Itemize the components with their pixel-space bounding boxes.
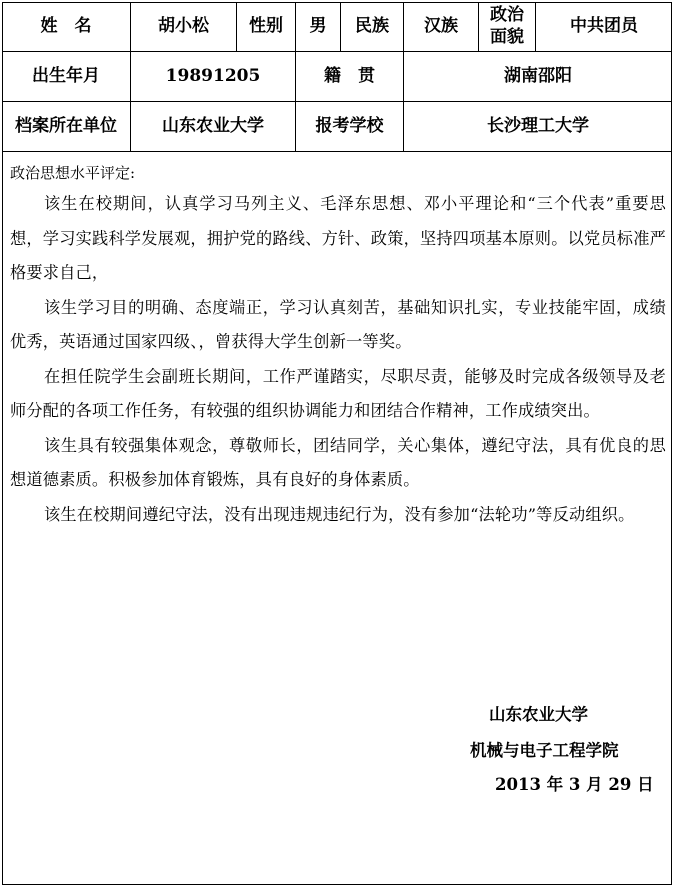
assessment-paragraph: 该生在校期间遵纪守法，没有出现违规违纪行为，没有参加“法轮功”等反动组织。 bbox=[44, 504, 635, 524]
signature-college: 机械与电子工程学院 bbox=[470, 741, 619, 760]
politics-label bbox=[479, 2, 535, 51]
apply-school-value: 长沙理工大学 bbox=[487, 116, 589, 137]
politics-value: 中共团员 bbox=[570, 16, 638, 37]
assessment-paragraph: 该生学习目的明确、态度端正，学习认真刻苦，基础知识扎实，专业技能牢固，成绩优秀，英语通过国家四级、，曾获得大学生创新一等奖。 bbox=[10, 297, 666, 351]
archive-value: 山东农业大学 bbox=[162, 116, 264, 137]
politics-label-line1: 政治 bbox=[490, 5, 524, 26]
assessment-section bbox=[10, 159, 666, 532]
signature-date: 2013 年 3 月 29 日 bbox=[495, 775, 654, 794]
gender-value: 男 bbox=[309, 16, 327, 37]
gender-label: 性别 bbox=[249, 16, 283, 37]
birth-label: 出生年月 bbox=[32, 66, 100, 87]
politics-label-line2: 面貌 bbox=[490, 26, 524, 47]
assessment-paragraph: 该生在校期间，认真学习马列主义、毛泽东思想、邓小平理论和“三个代表”重要思想，学习实践科学发展观，拥护党的路线、方针、政策，坚持四项基本原则。以党员标准严格要求自己， bbox=[10, 194, 666, 282]
assessment-paragraph: 在担任院学生会副班长期间，工作严谨踏实，尽职尽责，能够及时完成各级领导及老师分配的各项工作任务，有较强的组织协调能力和团结合作精神，工作成绩突出。 bbox=[10, 366, 666, 420]
birth-value: 19891205 bbox=[165, 66, 261, 87]
name-label: 姓 名 bbox=[40, 16, 92, 37]
row-divider-3 bbox=[2, 151, 672, 152]
ethnicity-label: 民族 bbox=[355, 16, 389, 37]
assessment-label: 政治思想水平评定: bbox=[10, 164, 136, 182]
apply-school-label: 报考学校 bbox=[315, 116, 384, 137]
name-value: 胡小松 bbox=[158, 16, 209, 37]
signature-university: 山东农业大学 bbox=[489, 705, 588, 724]
native-value: 湖南邵阳 bbox=[504, 66, 572, 87]
assessment-paragraph: 该生具有较强集体观念，尊敬师长，团结同学，关心集体，遵纪守法，具有优良的思想道德素质。积极参加体育锻炼，具有良好的身体素质。 bbox=[10, 435, 666, 489]
native-label: 籍 贯 bbox=[324, 66, 375, 87]
archive-label: 档案所在单位 bbox=[15, 116, 117, 137]
ethnicity-value: 汉族 bbox=[424, 16, 458, 37]
